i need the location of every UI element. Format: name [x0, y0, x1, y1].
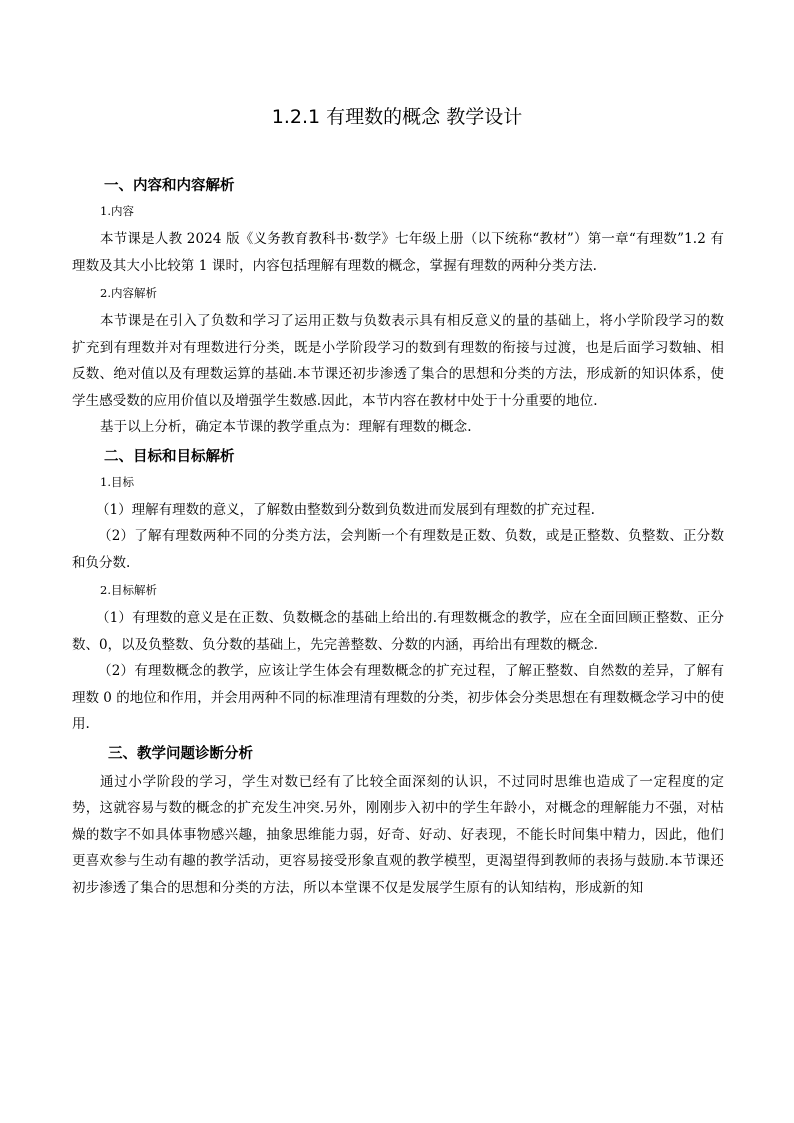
section-heading-objectives: 二、目标和目标解析: [104, 448, 235, 465]
paragraph-content-analysis: 本节课是在引入了负数和学习了运用正数与负数表示具有相反意义的量的基础上，将小学阶段学习的数扩充到有理数并对有理数进行分类，既是小学阶段学习的数到有理数的衔接与过渡，也是后面学习数轴、相反数、绝对值以及有理数运算的基础.本节课还初步渗透了集合的思想和分类的方法，形成新的知识体系，使学生感受数的应用价值以及增强学生数感.因此，本节内容在教材中处于十分重要的地位.: [72, 313, 724, 409]
objective-item-2: （2）了解有理数两种不同的分类方法，会判断一个有理数是正数、负数，或是正整数、负整数、正分数和负分数.: [72, 528, 724, 571]
document-title: 1.2.1 有理数的概念 教学设计: [271, 106, 523, 128]
objective-analysis-item-2: （2）有理数概念的教学，应该让学生体会有理数概念的扩充过程，了解正整数、自然数的差异，了解有理数 0 的地位和作用，并会用两种不同的标准理清有理数的分类，初步体会分类思想在有理数概念学习中的使用.: [72, 663, 724, 732]
paragraph-diagnosis: 通过小学阶段的学习，学生对数已经有了比较全面深刻的认识，不过同时思维也造成了一定程度的定势，这就容易与数的概念的扩充发生冲突.另外，刚刚步入初中的学生年龄小，对概念的理解能力不强，对枯燥的数字不如具体事物感兴趣，抽象思维能力弱，好奇、好动、好表现，不能长时间集中精力，因此，他们更喜欢参与生动有趣的教学活动，更容易接受形象直观的教学模型，更渴望得到教师的表扬与鼓励.本节课还初步渗透了集合的思想和分类的方法，所以本堂课不仅是发展学生原有的认知结构，形成新的知: [72, 773, 724, 896]
paragraph-content: 本节课是人教 2024 版《义务教育教科书·数学》七年级上册（以下统称“教材”）第一章“有理数”1.2 有理数及其大小比较第 1 课时，内容包括理解有理数的概念，掌握有理数的两种分类方法.: [72, 231, 724, 274]
section-heading-diagnosis: 三、教学问题诊断分析: [108, 745, 253, 762]
document-body: [72, 176, 724, 901]
paragraph-key-point: 基于以上分析，确定本节课的教学重点为：理解有理数的概念.: [100, 419, 472, 435]
objective-analysis-item-1: （1）有理数的意义是在正数、负数概念的基础上给出的.有理数概念的教学，应在全面回顾正整数、正分数、0，以及负整数、负分数的基础上，先完善整数、分数的内涵，再给出有理数的概念.: [72, 610, 724, 653]
section-heading-content: 一、内容和内容解析: [104, 178, 235, 194]
subheading-content-analysis: 2.内容解析: [100, 286, 157, 300]
subheading-content: 1.内容: [100, 204, 134, 218]
subheading-objectives-analysis: 2.目标解析: [100, 583, 157, 597]
subheading-objectives: 1.目标: [100, 474, 134, 489]
objective-item-1: （1）理解有理数的意义，了解数由整数到分数到负数进而发展到有理数的扩充过程.: [96, 501, 595, 518]
